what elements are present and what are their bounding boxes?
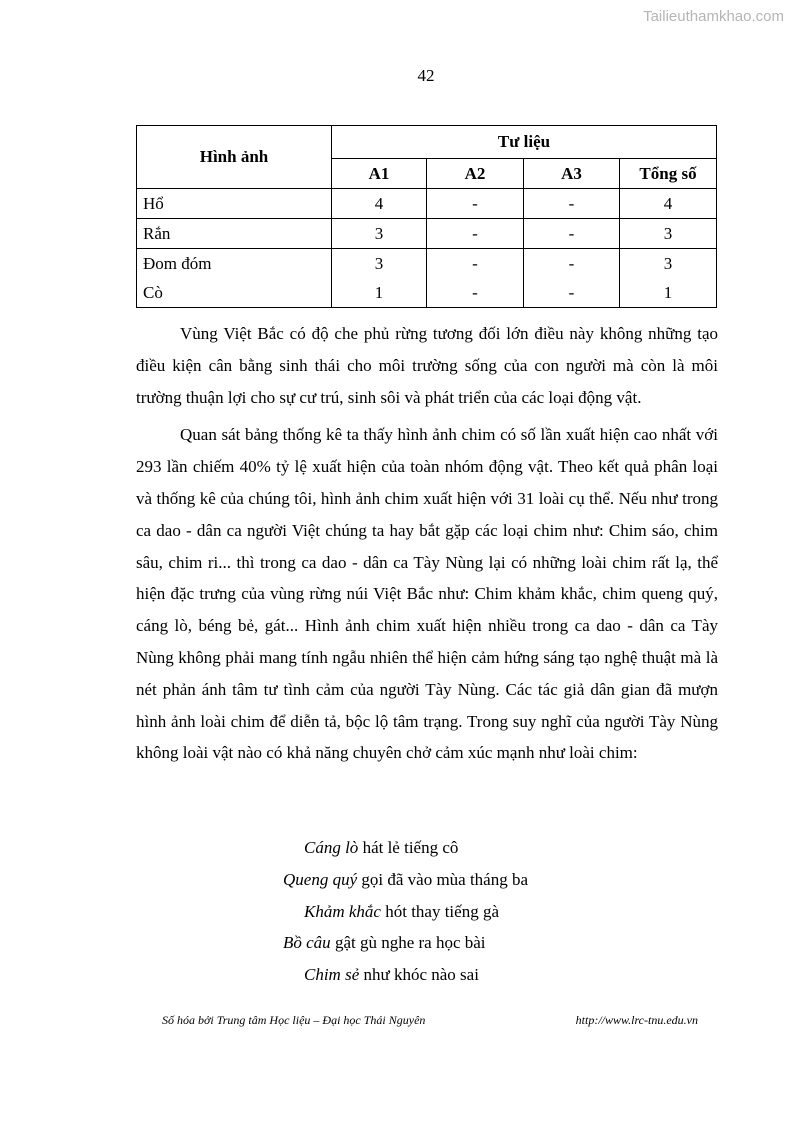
cell: 4 xyxy=(620,189,717,219)
verse-italic: Chim sẻ xyxy=(304,965,360,985)
row-name: Hổ xyxy=(137,189,332,219)
verse-line xyxy=(283,864,794,896)
paragraph: Quan sát bảng thống kê ta thấy hình ảnh chim có số lần xuất hiện cao nhất với 293 lần chiếm 40% tỷ lệ xuất hiện của toàn nhóm động vật. Theo kết quả phân loại và thống kê của chúng tôi, hình ảnh chim xuất hiện với 31 loài cụ thể. Nếu như trong ca dao - dân ca người Việt chúng ta hay bắt gặp các loại chim như: Chim sáo, chim sâu, chim ri... thì trong ca dao - dân ca Tày Nùng lại có những loài chim rất lạ, thể hiện đặc trưng của vùng rừng núi Việt Bắc như: Chim khảm khắc, chim queng quý, cáng lò, béng bẻ, gát... Hình ảnh chim xuất hiện nhiều trong ca dao - dân ca Tày Nùng không phải mang tính ngẫu nhiên thể hiện cảm hứng sáng tạo nghệ thuật mà là nét phản ánh tâm tư tình cảm của người Tày Nùng. Các tác giả dân gian đã mượn hình ảnh loài chim để diễn tả, bộc lộ tâm trạng. Trong suy nghĩ của người Tày Nùng không loài vật nào có khả năng chuyên chở cảm xúc mạnh như loài chim: xyxy=(136,425,718,763)
cell: 3 xyxy=(620,249,717,279)
column-header: A3 xyxy=(524,159,620,189)
verse-rest: gật gù nghe ra học bài xyxy=(330,933,486,953)
cell: 1 xyxy=(620,278,717,308)
column-header: A2 xyxy=(427,159,524,189)
table-row xyxy=(137,219,717,249)
verse xyxy=(0,832,794,991)
paragraph: Vùng Việt Bắc có độ che phủ rừng tương đối lớn điều này không những tạo điều kiện cân bằng sinh thái cho môi trường sống của con người mà còn là môi trường thuận lợi cho sự cư trú, sinh sôi và phát triển của các loại động vật. xyxy=(136,324,718,407)
cell: - xyxy=(524,278,620,308)
verse-rest: gọi đã vào mùa tháng ba xyxy=(357,869,529,889)
cell: 3 xyxy=(332,249,427,279)
cell: - xyxy=(524,189,620,219)
cell: 3 xyxy=(332,219,427,249)
cell: - xyxy=(427,219,524,249)
verse-rest: như khóc nào sai xyxy=(359,965,479,985)
cell: - xyxy=(524,219,620,249)
row-name: Rắn xyxy=(137,219,332,249)
verse-rest: hót thay tiếng gà xyxy=(380,901,499,921)
verse-line xyxy=(283,927,794,959)
cell: 3 xyxy=(620,219,717,249)
verse-line xyxy=(304,832,794,864)
column-header: A1 xyxy=(332,159,427,189)
verse-line xyxy=(304,959,794,991)
verse-italic: Queng quý xyxy=(283,869,358,889)
cell: 4 xyxy=(332,189,427,219)
row-name: Đom đóm xyxy=(137,249,332,279)
verse-italic: Cáng lò xyxy=(304,838,359,857)
cell: - xyxy=(427,249,524,279)
cell: - xyxy=(524,249,620,279)
body-text xyxy=(136,318,718,769)
verse-italic: Khảm khắc xyxy=(304,901,381,921)
table-row xyxy=(137,249,717,279)
cell: - xyxy=(427,278,524,308)
verse-line xyxy=(304,896,794,928)
cell: - xyxy=(427,189,524,219)
statistics-table xyxy=(136,125,717,308)
table-row xyxy=(137,189,717,219)
page-number: 42 xyxy=(417,66,435,85)
header-image: Hình ảnh xyxy=(137,126,332,189)
footer-source: Số hóa bởi Trung tâm Học liệu – Đại học Thái Nguyên xyxy=(162,1013,426,1027)
cell: 1 xyxy=(332,278,427,308)
watermark: Tailieuthamkhao.com xyxy=(643,8,784,25)
header-source: Tư liệu xyxy=(332,126,717,159)
row-name: Cò xyxy=(137,278,332,308)
table-row xyxy=(137,278,717,308)
verse-rest: hát lẻ tiếng cô xyxy=(358,838,459,857)
column-header: Tổng số xyxy=(620,159,717,189)
verse-italic: Bồ câu xyxy=(283,933,331,953)
footer-url[interactable]: http://www.lrc-tnu.edu.vn xyxy=(575,1013,698,1027)
table-header-row xyxy=(137,126,717,159)
